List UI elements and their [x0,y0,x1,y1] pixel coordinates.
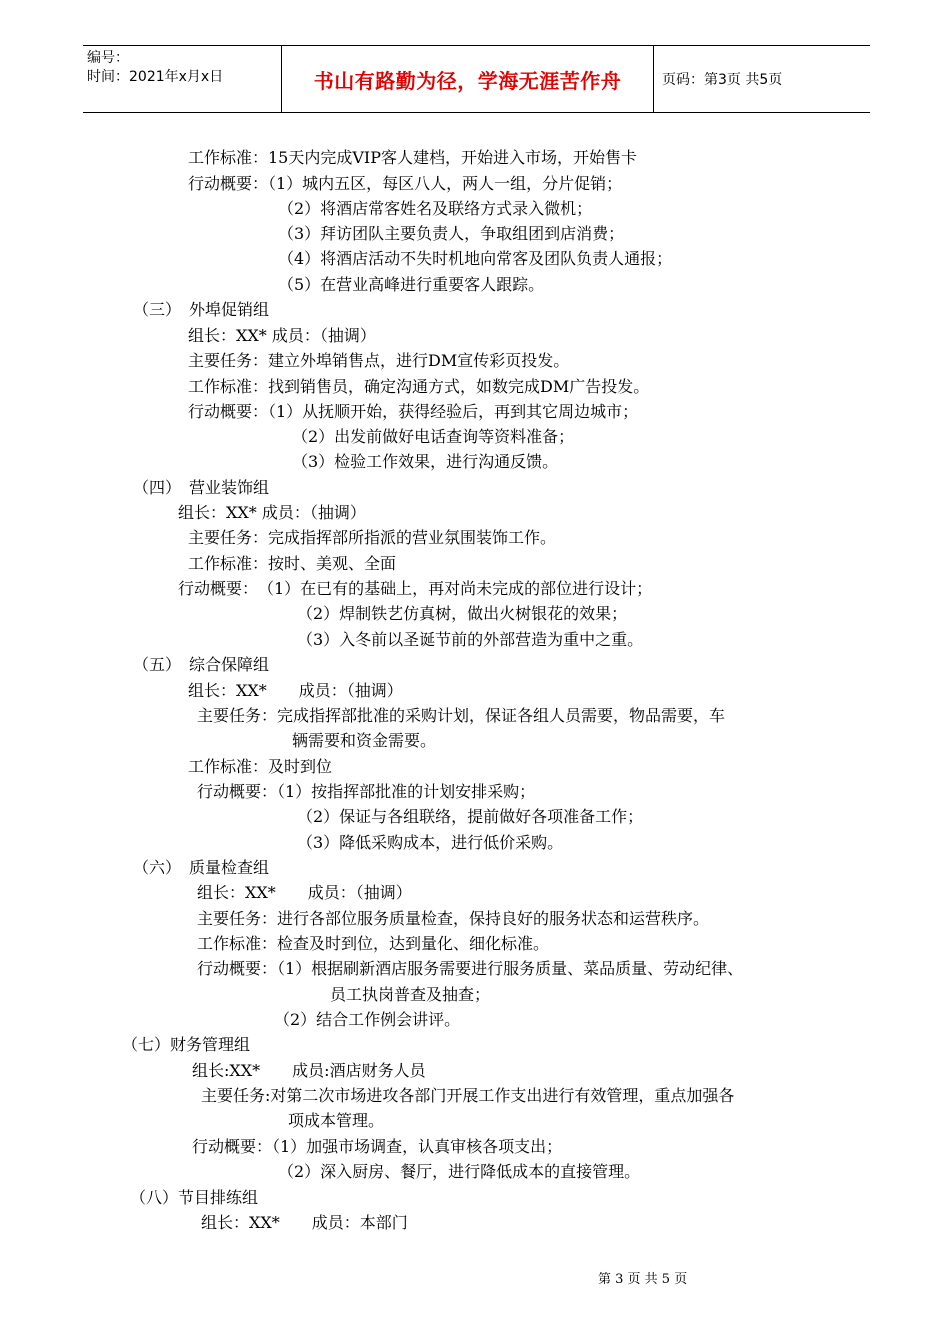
text-line: （2）结合工作例会讲评。 [274,1010,461,1029]
section-heading: （五） 综合保障组 [133,655,270,674]
section-heading: （六） 质量检查组 [133,858,270,877]
section-heading: （八）节目排练组 [130,1188,259,1207]
text-line: 工作标准：找到销售员，确定沟通方式，如数完成DM广告投发。 [188,377,650,396]
header-meta [83,46,281,112]
text-line: 主要任务:对第二次市场进攻各部门开展工作支出进行有效管理，重点加强各 [201,1086,735,1105]
text-line: （2）焊制铁艺仿真树，做出火树银花的效果； [297,604,628,623]
text-line: 行动概要：（1）按指挥部批准的计划安排采购； [197,782,536,801]
text-line: 主要任务：进行各部位服务质量检查，保持良好的服务状态和运营秩序。 [197,909,710,928]
text-line: （2）深入厨房、餐厅，进行降低成本的直接管理。 [278,1162,641,1181]
text-line: 工作标准：检查及时到位，达到量化、细化标准。 [197,934,550,953]
text-line: 行动概要：（1）加强市场调查，认真审核各项支出； [192,1137,563,1156]
page-header [83,45,870,113]
text-line: 行动概要： （1）在已有的基础上，再对尚未完成的部位进行设计； [178,579,653,598]
text-line: 员工执岗普查及抽查； [330,985,491,1004]
text-line: 辆需要和资金需要。 [292,731,437,750]
text-line: （2）保证与各组联络，提前做好各项准备工作； [297,807,644,826]
text-line: 行动概要：（1）城内五区，每区八人，两人一组，分片促销； [188,174,623,193]
text-line: （3）入冬前以圣诞节前的外部营造为重中之重。 [297,630,644,649]
section-heading: （三） 外埠促销组 [133,300,270,319]
text-line: 主要任务：完成指挥部所指派的营业氛围装饰工作。 [188,528,557,547]
header-motto: 书山有路勤为径，学海无涯苦作舟 [281,46,654,112]
text-line: 主要任务：建立外埠销售点，进行DM宣传彩页投发。 [188,351,570,370]
text-line: 行动概要：（1）从抚顺开始，获得经验后，再到其它周边城市； [188,402,639,421]
text-line: （5）在营业高峰进行重要客人跟踪。 [278,275,545,294]
serial-label: 编号： [87,50,129,66]
section-heading: （七）财务管理组 [122,1035,251,1054]
text-line: 主要任务：完成指挥部批准的采购计划，保证各组人员需要，物品需要，车 [197,706,726,725]
section-heading: （四） 营业装饰组 [133,478,270,497]
text-line: （2）出发前做好电话查询等资料准备； [292,427,575,446]
time-label: 时间：2021年x月x日 [87,69,224,85]
text-line: （3）降低采购成本，进行低价采购。 [297,833,564,852]
text-line: 工作标准：15天内完成VIP客人建档，开始进入市场，开始售卡 [188,148,638,167]
text-line: 组长：XX* 成员：（抽调） [188,681,403,700]
header-page-info: 页码：第3页 共5页 [662,72,783,88]
text-line: 组长：XX* 成员：（抽调） [197,883,412,902]
text-line: 组长：XX* 成员：（抽调） [178,503,366,522]
text-line: （3）检验工作效果，进行沟通反馈。 [292,452,559,471]
page-footer: 第 3 页 共 5 页 [598,1272,688,1287]
text-line: 工作标准：及时到位 [188,757,333,776]
text-line: 组长:XX* 成员:酒店财务人员 [192,1061,426,1080]
text-line: 组长：XX* 成员：（抽调） [188,326,376,345]
text-line: 工作标准：按时、美观、全面 [188,554,397,573]
text-line: （3）拜访团队主要负责人，争取组团到店消费； [278,224,625,243]
text-line: （2）将酒店常客姓名及联络方式录入微机； [278,199,593,218]
text-line: 组长：XX* 成员：本部门 [201,1213,408,1232]
text-line: 行动概要：（1）根据刷新酒店服务需要进行服务质量、菜品质量、劳动纪律、 [197,959,744,978]
text-line: 项成本管理。 [288,1111,385,1130]
text-line: （4）将酒店活动不失时机地向常客及团队负责人通报； [278,249,673,268]
